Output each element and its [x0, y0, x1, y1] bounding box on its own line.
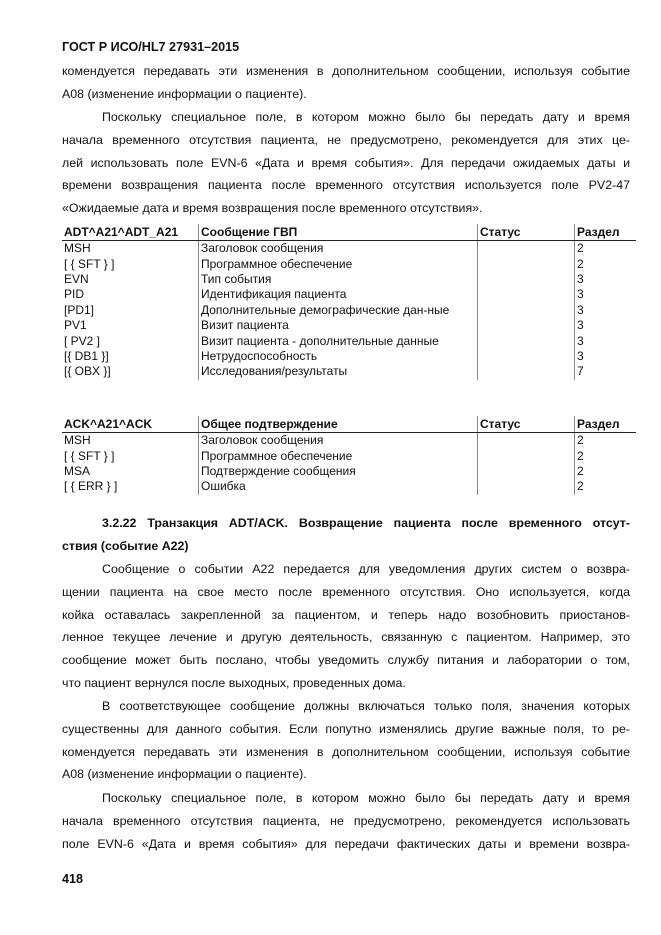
table-row — [62, 479, 636, 494]
table-cell: 3 — [575, 318, 637, 333]
text-line: Сообщение о событии А22 передается для уведомления других систем о возвра- — [102, 562, 630, 576]
table-cell: EVN — [64, 271, 89, 286]
table-cell: [ { ERR } ] — [64, 479, 118, 494]
table-cell: 7 — [575, 364, 637, 379]
table-cell — [478, 318, 575, 333]
table-cell: Программное обеспечение — [199, 256, 478, 271]
table-cell — [478, 287, 575, 302]
table-header-row — [62, 224, 636, 241]
text-line: времени возвращения пациента после временного отсутствия используется поле PV2-47 — [62, 178, 630, 193]
column-header: Раздел — [575, 416, 637, 433]
table-cell: Визит пациента — [199, 318, 478, 333]
paragraph-1 — [62, 60, 630, 106]
table-row — [62, 448, 636, 463]
table-row — [62, 241, 636, 257]
table-cell: 3 — [575, 272, 637, 287]
page-number: 418 — [62, 872, 84, 886]
text-line: А08 (изменение информации о пациенте). — [62, 86, 307, 101]
table-cell: Заголовок сообщения — [199, 433, 478, 449]
table-cell — [478, 349, 575, 364]
text-line: существенны для данного события. Если попутно изменялись другие важные поля, то ре- — [62, 721, 630, 736]
table-cell: 2 — [575, 464, 637, 479]
paragraph-5 — [62, 787, 630, 855]
text-line: Поскольку специальное поле, в котором можно было бы передать дату и время — [102, 791, 630, 805]
table-cell: 3 — [575, 349, 637, 364]
text-line: начала временного отсутствия пациента, не предусмотрено, рекомендуется использовать — [62, 813, 630, 828]
paragraph-4 — [62, 695, 630, 786]
table-row — [62, 433, 636, 449]
column-header: Статус — [478, 416, 575, 433]
table-cell — [478, 433, 575, 449]
table-cell — [478, 464, 575, 479]
table-row — [62, 318, 636, 333]
table-cell: PV1 — [64, 318, 87, 333]
table-cell: PID — [64, 287, 85, 302]
table-cell — [478, 479, 575, 494]
segment-table-ack-a21 — [62, 416, 636, 495]
table-cell: [PD1] — [64, 302, 95, 317]
column-header: Сообщение ГВП — [199, 224, 478, 241]
table-cell: MSA — [64, 463, 91, 478]
text-line: комендуется передавать эти изменения в дополнительном сообщении, используя событие — [62, 64, 630, 78]
paragraph-3 — [62, 558, 630, 695]
table-cell: [ { SFT } ] — [64, 448, 115, 463]
table-row — [62, 333, 636, 348]
table-cell — [478, 256, 575, 271]
table-row — [62, 464, 636, 479]
table-cell: Идентификация пациента — [199, 287, 478, 302]
table-cell: Заголовок сообщения — [199, 241, 478, 257]
table-cell: 2 — [575, 448, 637, 463]
text-line: поле EVN-6 «Дата и время события» для передачи фактических даты и времени возвра- — [62, 836, 630, 851]
table-cell: [ PV2 ] — [64, 333, 101, 348]
text-line: А08 (изменение информации о пациенте). — [62, 767, 307, 782]
table-cell: 3 — [575, 303, 637, 318]
text-line: Поскольку специальное поле, в котором можно было бы передать дату и время — [102, 110, 630, 124]
table-cell: MSH — [64, 433, 91, 448]
table-row — [62, 272, 636, 287]
column-header: ACK^A21^ACK — [62, 416, 199, 433]
text-line: «Ожидаемые дата и время возвращения после временного отсутствия». — [62, 201, 483, 216]
text-line: лей использовать поле EVN-6 «Дата и время события». Для передачи ожидаемых даты и — [62, 155, 630, 170]
document-header: ГОСТ Р ИСО/HL7 27931–2015 — [62, 40, 240, 54]
text-line: койка оставалась закрепленной за пациентом, и теперь надо возобновить приостанов- — [62, 607, 630, 622]
table-row — [62, 303, 636, 318]
table-cell — [478, 303, 575, 318]
table-row — [62, 364, 636, 379]
heading-line: ствия (событие А22) — [62, 538, 189, 553]
table-cell: [ { SFT } ] — [64, 256, 115, 271]
table-row — [62, 349, 636, 364]
table-cell: Визит пациента - дополнительные данные — [199, 333, 478, 348]
heading-line: 3.2.22 Транзакция ADT/ACK. Возвращение пациента после временного отсут- — [102, 516, 630, 530]
table-cell: Дополнительные демографические дан-ные — [199, 303, 478, 318]
text-line: что пациент вернулся после выходных, проведенных дома. — [62, 675, 406, 690]
column-header: Общее подтверждение — [199, 416, 478, 433]
table-row — [62, 287, 636, 302]
table-cell: Ошибка — [199, 479, 478, 494]
table-header-row — [62, 416, 636, 433]
table-cell: Исследования/результаты — [199, 364, 478, 379]
table-cell: 3 — [575, 287, 637, 302]
table-cell: Подтверждение сообщения — [199, 464, 478, 479]
column-header: ADT^A21^ADT_A21 — [62, 224, 199, 241]
column-header: Раздел — [575, 224, 637, 241]
table-cell: 2 — [575, 241, 637, 257]
table-cell: Тип события — [199, 272, 478, 287]
table-cell: 2 — [575, 256, 637, 271]
segment-table-adt-a21 — [62, 224, 636, 380]
table-cell: 2 — [575, 479, 637, 494]
table-row — [62, 256, 636, 271]
table-cell: Программное обеспечение — [199, 448, 478, 463]
text-line: начала временного отсутствия пациента, не предусмотрено, рекомендуется для этих це- — [62, 132, 630, 147]
section-heading — [62, 512, 630, 558]
text-line: ленное текущее лечение и другую деятельность, связанную с пациентом. Например, это — [62, 630, 630, 645]
column-header: Статус — [478, 224, 575, 241]
table-cell: Нетрудоспособность — [199, 349, 478, 364]
paragraph-2 — [62, 106, 630, 220]
table-cell — [478, 448, 575, 463]
table-cell — [478, 272, 575, 287]
table-cell — [478, 364, 575, 379]
text-line: сообщение может быть послано, чтобы уведомить службу питания и лаборатории о том, — [62, 653, 630, 668]
text-line: В соответствующее сообщение должны включаться только поля, значения которых — [102, 699, 630, 713]
table-cell — [478, 241, 575, 257]
table-cell: MSH — [64, 241, 91, 256]
table-cell: [{ DB1 }] — [64, 348, 109, 363]
text-line: щении пациента на свое место после временного отсутствия. Оно используется, когда — [62, 584, 630, 599]
table-cell: 3 — [575, 333, 637, 348]
text-line: комендуется передавать эти изменения в дополнительном сообщении, используя событие — [62, 744, 630, 759]
table-cell: 2 — [575, 433, 637, 449]
table-cell — [478, 333, 575, 348]
table-cell: [{ OBX }] — [64, 364, 111, 379]
